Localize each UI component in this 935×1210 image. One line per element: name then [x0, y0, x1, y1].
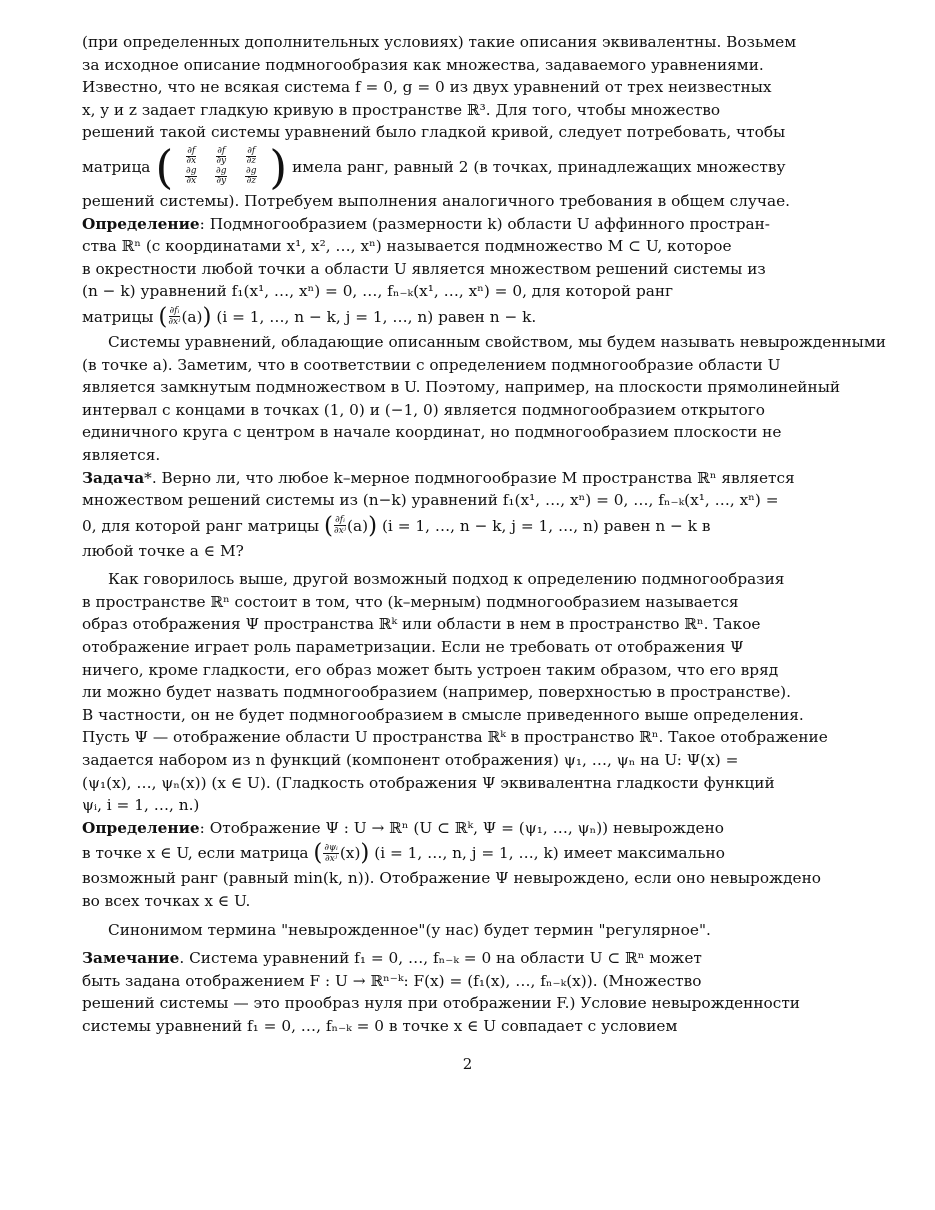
text-line: быть задана отображением F : U → ℝⁿ⁻ᵏ: F(x) = (f₁(x), …, fₙ₋ₖ(x)). (Множество	[82, 971, 702, 990]
text-line: решений системы — это прообраз нуля при отображении F.) Условие невырожденности	[82, 994, 800, 1013]
text-line: ства ℝⁿ (с координатами x¹, x², …, xⁿ) называется подмножество M ⊂ U, которое	[82, 237, 732, 256]
text-line: (в точке a). Заметим, что в соответствии с определением подмногообразие области U	[82, 355, 781, 374]
text-line: решений системы). Потребуем выполнения аналогичного требования в общем случае.	[82, 191, 791, 210]
text-line: множеством решений системы из (n−k) уравнений f₁(x¹, …, xⁿ) = 0, …, fₙ₋ₖ(x¹, …, xⁿ) =	[82, 491, 779, 510]
remark-heading-line: Замечание. Система уравнений f₁ = 0, …, fₙ₋ₖ = 0 на области U ⊂ ℝⁿ может	[82, 949, 702, 968]
matrix-left-paren: (	[155, 139, 174, 194]
text-line-with-fraction: матрицы ( $\frac{\text{∂fᵢ}}{\text{∂xʲ}}$ (a) ) (i = 1, …, n − k, j = 1, …, n) равен n − k.	[82, 303, 537, 330]
text-line: во всех точках x ∈ U.	[82, 892, 251, 910]
text-line: ничего, кроме гладкости, его образ может быть устроен таким образом, что его вряд	[82, 660, 779, 679]
text-line: Синонимом термина "невырожденное"(у нас) будет термин "регулярное".	[108, 920, 711, 939]
text-line: в окрестности любой точки a области U является множеством решений системы из	[82, 259, 766, 278]
partial-derivative-matrix: ∂f ∂x ∂f ∂y ∂f ∂z ∂g ∂x ∂g ∂y ∂g ∂z	[186, 146, 257, 187]
document-page	[82, 31, 886, 1038]
text-line: является замкнутым подмножеством в U. Поэтому, например, на плоскости прямолинейный	[82, 378, 841, 397]
text-line: за исходное описание подмногообразия как множества, задаваемого уравнениями.	[82, 55, 764, 74]
remark-title: Замечание	[82, 949, 180, 968]
text-line: (ψ₁(x), …, ψₙ(x)) (x ∈ U). (Гладкость отображения Ψ эквивалентна гладкости функций	[82, 773, 775, 792]
partial-fraction: $\frac{\text{∂ψᵢ}}{\text{∂xʲ}}$	[324, 842, 338, 864]
text-line: В частности, он не будет подмногообразием в смысле приведенного выше определения.	[82, 705, 804, 724]
text-line: интервал с концами в точках (1, 0) и (−1, 0) является подмногообразием открытого	[82, 400, 765, 419]
text-line: образ отображения Ψ пространства ℝᵏ или области в нем в пространство ℝⁿ. Такое	[82, 615, 761, 634]
task-heading-line: Задача*. Верно ли, что любое k–мерное подмногообразие M пространства ℝⁿ является	[82, 468, 795, 487]
page-number: 2	[462, 1055, 473, 1073]
text-line-with-matrix: матрица ( ∂f ∂x ∂f ∂y ∂f ∂z ∂g ∂x ∂g ∂y ∂g ∂z ) имела ранг, равный 2 (в точках, принадлежащих множеству	[82, 139, 786, 194]
definition-heading-line: Определение: Отображение Ψ : U → ℝⁿ (U ⊂ ℝᵏ, Ψ = (ψ₁, …, ψₙ)) невырождено	[82, 818, 724, 837]
text-line: Пусть Ψ — отображение области U пространства ℝᵏ в пространство ℝⁿ. Такое отображение	[82, 728, 828, 747]
text-line: (при определенных дополнительных условиях) такие описания эквивалентны. Возьмем	[82, 33, 797, 51]
text-line: в пространстве ℝⁿ состоит в том, что (k–мерным) подмногообразием называется	[82, 592, 739, 611]
text-line: единичного круга с центром в начале координат, но подмногообразием плоскости не	[82, 423, 782, 442]
text-line: любой точке a ∈ M?	[82, 541, 244, 560]
partial-fraction: $\frac{\text{∂fᵢ}}{\text{∂xʲ}}$	[168, 306, 181, 328]
text-line: системы уравнений f₁ = 0, …, fₙ₋ₖ = 0 в точке x ∈ U совпадает с условием	[82, 1016, 678, 1035]
definition-heading-line: Определение: Подмногообразием (размерности k) области U аффинного простран-	[82, 214, 770, 233]
text-line: возможный ранг (равный min(k, n)). Отображение Ψ невырождено, если оно невырождено	[82, 869, 822, 888]
text-line: x, y и z задает гладкую кривую в пространстве ℝ³. Для того, чтобы множество	[82, 100, 721, 119]
text-line: ли можно будет назвать подмногообразием (например, поверхностью в пространстве).	[82, 683, 792, 702]
text-line: ψᵢ, i = 1, …, n.)	[82, 796, 200, 815]
text-line: Известно, что не всякая система f = 0, g = 0 из двух уравнений от трех неизвестных	[82, 78, 772, 97]
text-line: Как говорилось выше, другой возможный подход к определению подмногообразия	[108, 570, 785, 589]
text-line-with-fraction: 0, для которой ранг матрицы ( $\frac{\text{∂fᵢ}}{\text{∂xʲ}}$ (a) ) (i = 1, …, n − k, j = 1, …, n) равен n − k в	[82, 512, 711, 539]
text-line: решений такой системы уравнений было гладкой кривой, следует потребовать, чтобы	[82, 123, 786, 142]
text-line: Системы уравнений, обладающие описанным свойством, мы будем называть невырожденными	[108, 332, 886, 351]
definition-title: Определение	[82, 818, 200, 837]
text-line: задается набором из n функций (компонент отображения) ψ₁, …, ψₙ на U: Ψ(x) =	[82, 751, 739, 770]
task-title: Задача	[82, 468, 145, 487]
text-line: является.	[82, 445, 161, 464]
text-line-with-fraction: в точке x ∈ U, если матрица ( $\frac{\text{∂ψᵢ}}{\text{∂xʲ}}$ (x) ) (i = 1, …, n, j = 1, …, k) имеет максимально	[82, 840, 725, 867]
text-line: отображение играет роль параметризации. Если не требовать от отображения Ψ	[82, 638, 744, 657]
partial-fraction: $\frac{\text{∂fᵢ}}{\text{∂xʲ}}$	[333, 515, 347, 537]
matrix-right-paren: )	[269, 139, 288, 194]
text-line: (n − k) уравнений f₁(x¹, …, xⁿ) = 0, …, fₙ₋ₖ(x¹, …, xⁿ) = 0, для которой ранг	[82, 282, 674, 301]
definition-title: Определение	[82, 214, 200, 233]
